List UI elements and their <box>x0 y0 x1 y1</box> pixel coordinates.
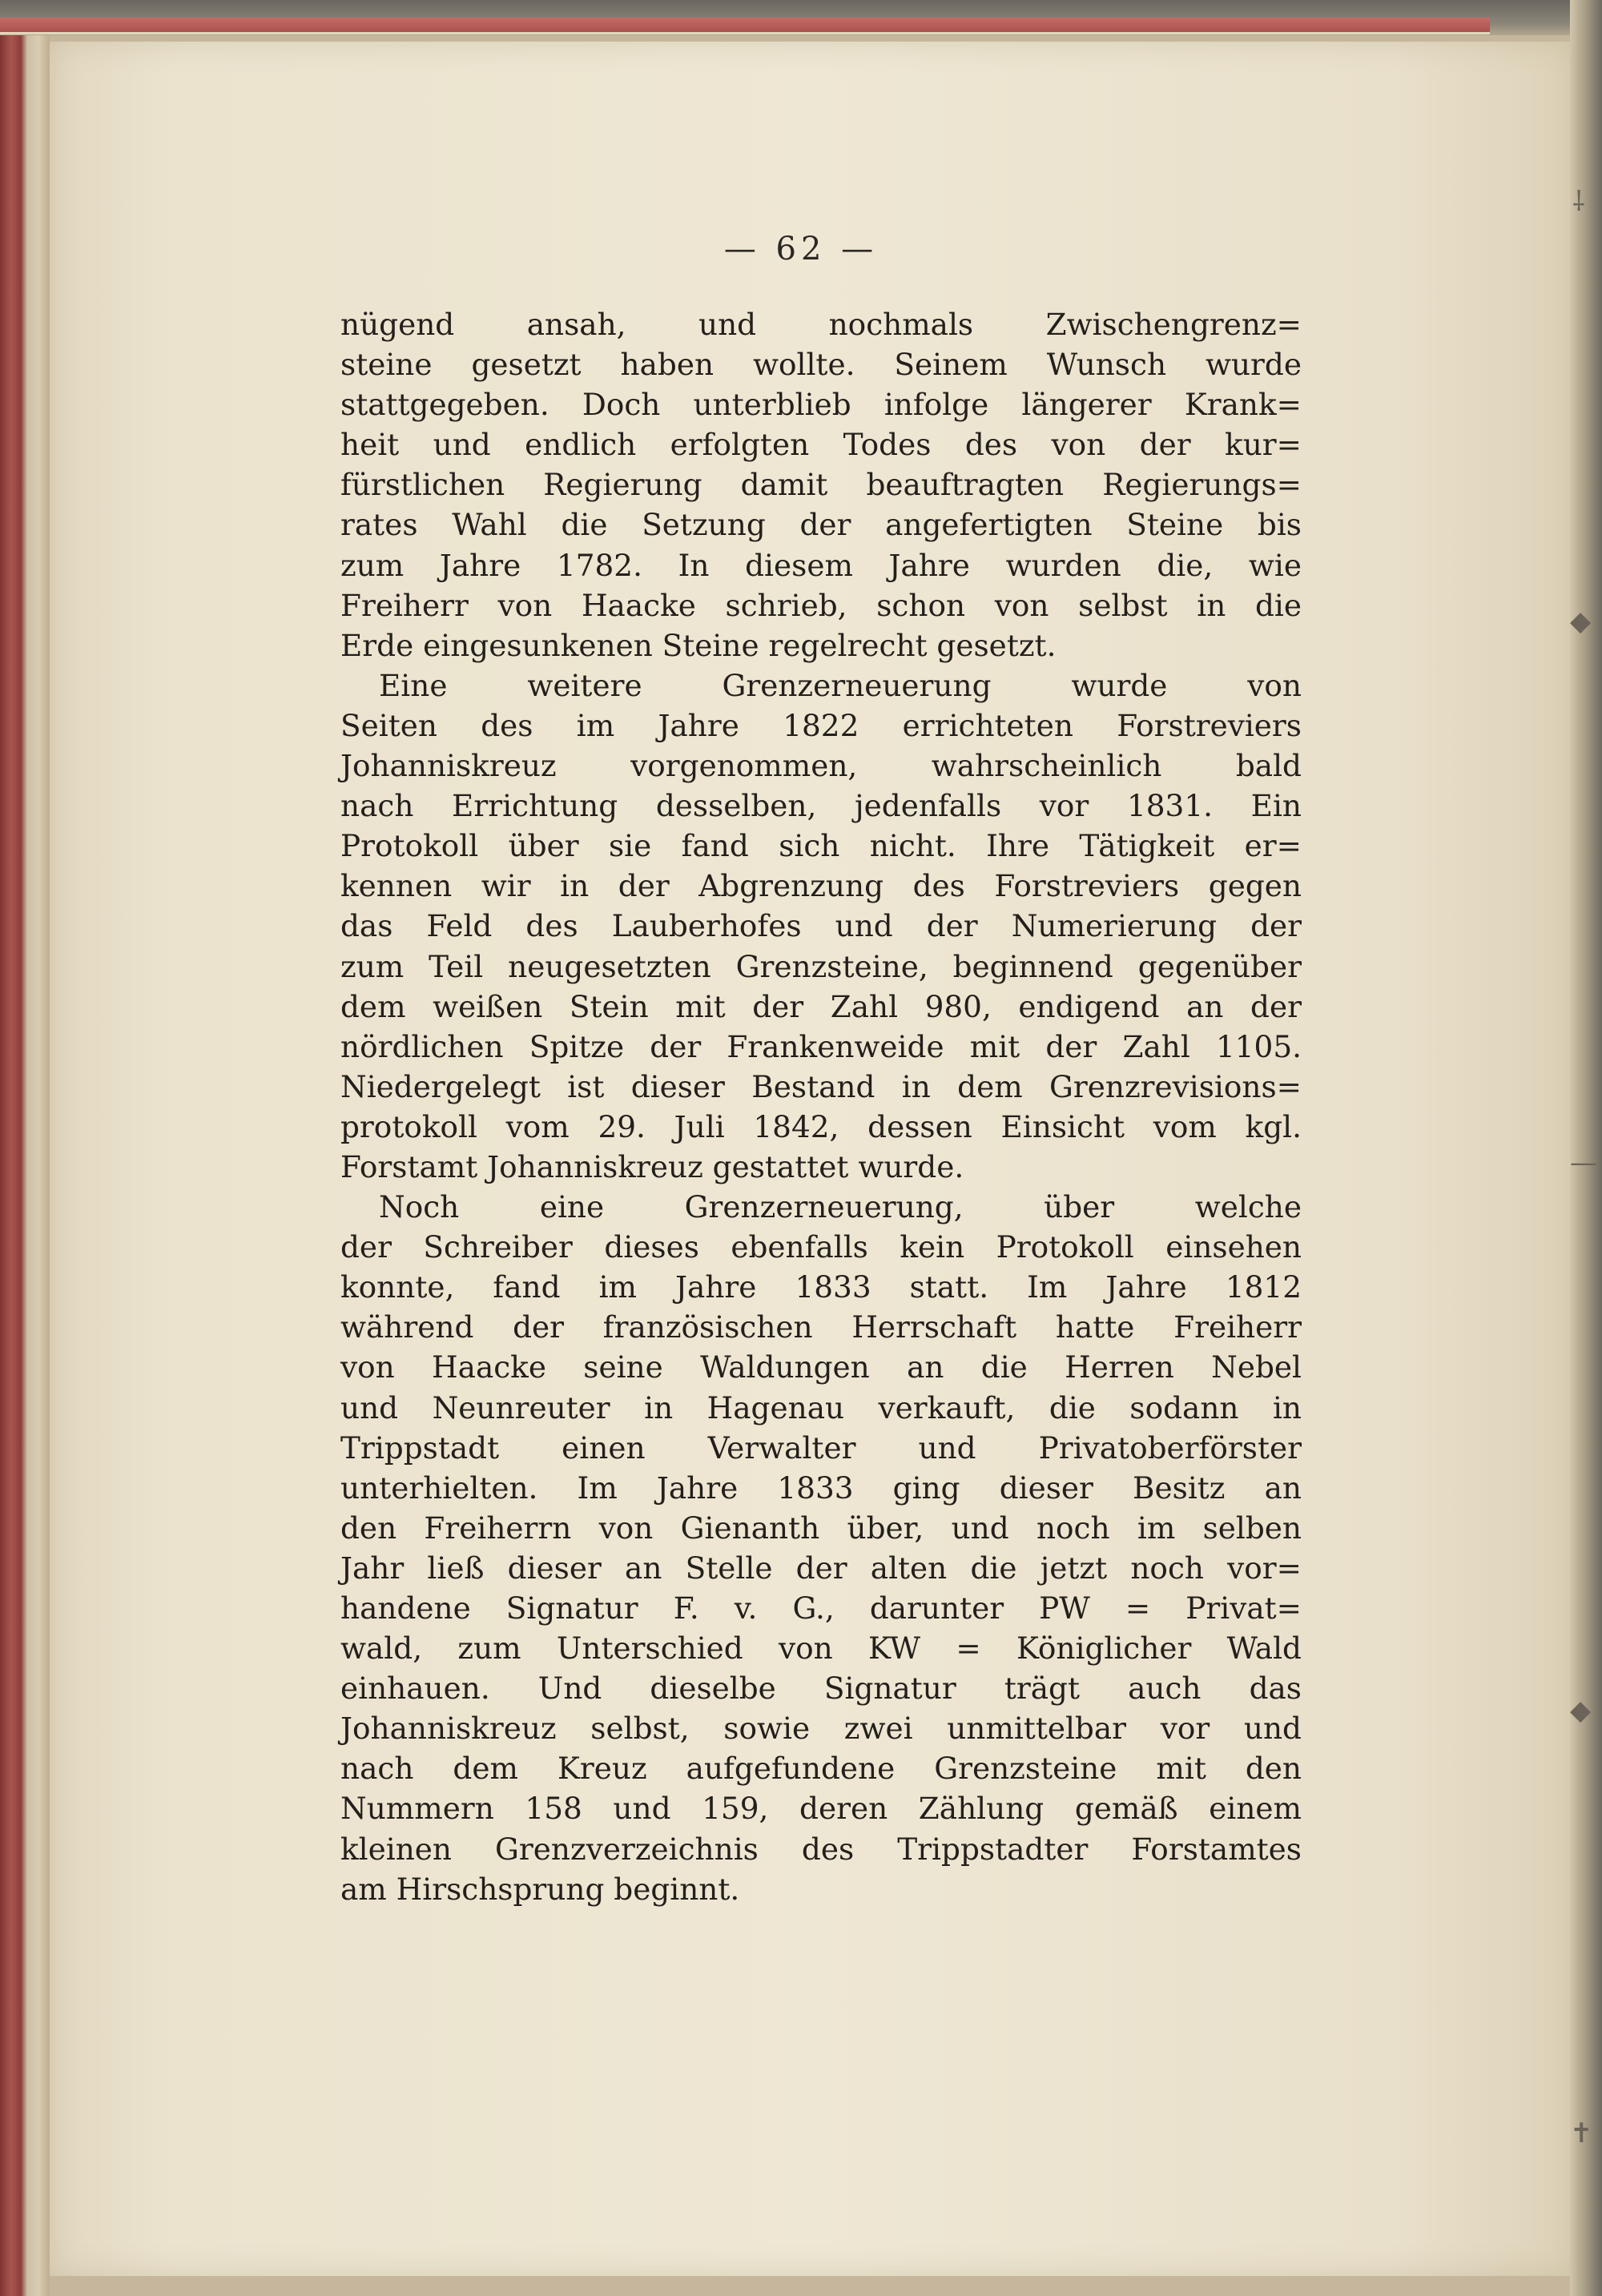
text-line: dem weißen Stein mit der Zahl 980, endigend an der <box>340 988 1302 1024</box>
edge-marker-icon: ◆ <box>1570 605 1592 637</box>
text-line: Johanniskreuz selbst, sowie zwei unmittelbar vor und <box>340 1711 1302 1747</box>
text-line: Trippstadt einen Verwalter und Privatoberförster <box>340 1429 1302 1466</box>
text-line: fürstlichen Regierung damit beauftragten Regierungs= <box>340 467 1302 503</box>
text-line: kleinen Grenzverzeichnis des Trippstadter Forstamtes <box>340 1831 1302 1867</box>
text-line: kennen wir in der Abgrenzung des Forstreviers gegen <box>340 868 1302 904</box>
text-line: Nummern 158 und 159, deren Zählung gemäß einem <box>340 1791 1302 1827</box>
text-line: Noch eine Grenzerneuerung, über welche <box>379 1189 1302 1225</box>
text-line: unterhielten. Im Jahre 1833 ging dieser Besitz an <box>340 1470 1302 1506</box>
text-line: Freiherr von Haacke schrieb, schon von selbst in die <box>340 587 1302 623</box>
text-line: Niedergelegt ist dieser Bestand in dem Grenzrevisions= <box>340 1068 1302 1104</box>
text-line: nach dem Kreuz aufgefundene Grenzsteine mit den <box>340 1751 1302 1787</box>
text-line: das Feld des Lauberhofes und der Numerierung der <box>340 908 1302 944</box>
text-line: Protokoll über sie fand sich nicht. Ihre Tätigkeit er= <box>340 828 1302 864</box>
edge-marker-icon: ◆ <box>1570 1695 1592 1727</box>
text-line: nördlichen Spitze der Frankenweide mit der Zahl 1105. <box>340 1028 1302 1064</box>
text-line: stattgegeben. Doch unterblieb infolge längerer Krank= <box>340 387 1302 423</box>
edge-marker-icon: ✝ <box>1570 2117 1593 2149</box>
text-line: steine gesetzt haben wollte. Seinem Wunsch wurde <box>340 347 1302 383</box>
body-text <box>340 304 1302 1909</box>
text-line: konnte, fand im Jahre 1833 statt. Im Jahre 1812 <box>340 1269 1302 1305</box>
text-line: Forstamt Johanniskreuz gestattet wurde. <box>340 1148 964 1184</box>
red-page-edge <box>0 18 1490 34</box>
edge-marker-icon: ⸸ <box>1572 186 1585 218</box>
text-line: nach Errichtung desselben, jedenfalls vor 1831. Ein <box>340 788 1302 824</box>
text-line: Erde eingesunkenen Steine regelrecht gesetzt. <box>340 627 1057 663</box>
text-line: der Schreiber dieses ebenfalls kein Protokoll einsehen <box>340 1229 1302 1265</box>
top-edge <box>0 0 1602 35</box>
text-line: Johanniskreuz vorgenommen, wahrscheinlich bald <box>340 748 1302 784</box>
text-line: zum Teil neugesetzten Grenzsteine, beginnend gegenüber <box>340 948 1302 984</box>
text-line: Seiten des im Jahre 1822 errichteten Forstreviers <box>340 707 1302 743</box>
text-line: einhauen. Und dieselbe Signatur trägt auch das <box>340 1671 1302 1707</box>
text-line: rates Wahl die Setzung der angefertigten Steine bis <box>340 507 1302 543</box>
text-line: nügend ansah, und nochmals Zwischengrenz= <box>340 307 1302 342</box>
text-line: wald, zum Unterschied von KW = Königlicher Wald <box>340 1631 1302 1667</box>
left-binding-edge <box>0 0 50 2296</box>
text-line: am Hirschsprung beginnt. <box>340 1871 740 1907</box>
page-number: — 62 — <box>723 231 879 267</box>
text-line: handene Signatur F. v. G., darunter PW = Privat= <box>340 1590 1302 1626</box>
text-line: Jahr ließ dieser an Stelle der alten die jetzt noch vor= <box>340 1550 1302 1586</box>
text-line: protokoll vom 29. Juli 1842, dessen Einsicht vom kgl. <box>340 1108 1302 1144</box>
text-line: während der französischen Herrschaft hatte Freiherr <box>340 1309 1302 1345</box>
edge-marker-icon: — <box>1570 1147 1597 1179</box>
text-line: zum Jahre 1782. In diesem Jahre wurden die, wie <box>340 547 1302 583</box>
text-line: den Freiherrn von Gienanth über, und noch im selben <box>340 1510 1302 1546</box>
text-line: heit und endlich erfolgten Todes des von der kur= <box>340 427 1302 463</box>
text-line: und Neunreuter in Hagenau verkauft, die sodann in <box>340 1389 1302 1425</box>
text-line: Eine weitere Grenzerneuerung wurde von <box>379 667 1302 703</box>
text-line: von Haacke seine Waldungen an die Herren Nebel <box>340 1349 1302 1385</box>
